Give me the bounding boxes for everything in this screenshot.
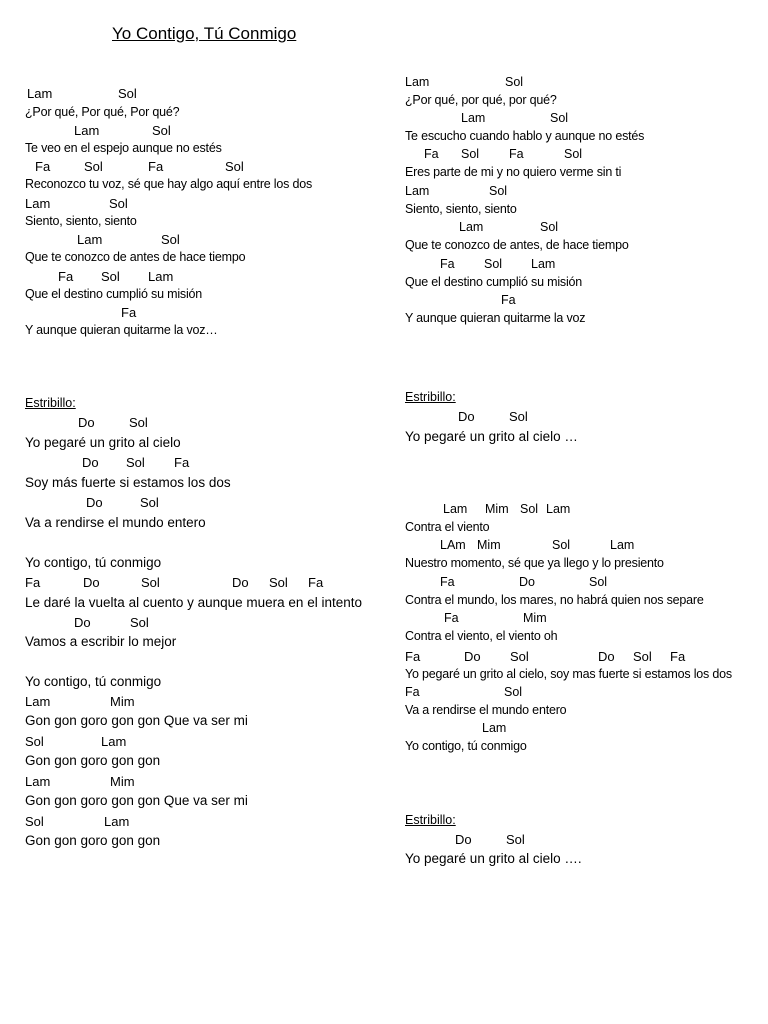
chord: Lam xyxy=(25,694,51,709)
chord: Fa xyxy=(405,685,420,699)
chord: Lam xyxy=(459,220,484,234)
chord: Sol xyxy=(141,575,160,590)
chord: Lam xyxy=(546,502,571,516)
chord: Sol xyxy=(633,649,652,664)
lyric-line: Vamos a escribir lo mejor xyxy=(25,634,177,649)
chord: Do xyxy=(83,575,100,590)
chord: Fa xyxy=(440,575,455,589)
lyric-line: Va a rendirse el mundo entero xyxy=(25,515,206,530)
chord: Fa xyxy=(405,649,421,664)
chord: Lam xyxy=(461,111,486,125)
chord: Sol xyxy=(152,123,171,138)
chorus-heading: Estribillo: xyxy=(405,813,456,827)
chord: Fa xyxy=(148,159,164,174)
chord: Fa xyxy=(35,159,51,174)
chord: Lam xyxy=(482,721,507,735)
chord: Mim xyxy=(477,538,501,552)
chord: Sol xyxy=(25,734,44,749)
chord: Sol xyxy=(510,649,529,664)
chord: Lam xyxy=(610,538,635,552)
lyric-line: Yo contigo, tú conmigo xyxy=(25,555,162,570)
chord: Mim xyxy=(485,502,509,516)
chord: Sol xyxy=(269,575,288,590)
chord: Sol xyxy=(161,232,180,247)
chord: Fa xyxy=(670,649,686,664)
chord: Sol xyxy=(140,495,159,510)
chord: Mim xyxy=(110,774,135,789)
lyric-line: Yo pegaré un grito al cielo xyxy=(25,435,181,450)
lyric-line: Te escucho cuando hablo y aunque no estés xyxy=(405,129,645,143)
chord: Do xyxy=(78,415,95,430)
lyric-line: Yo contigo, tú conmigo xyxy=(25,674,162,689)
chord: Sol xyxy=(109,196,128,211)
chorus-heading: Estribillo: xyxy=(25,396,76,410)
chord: Sol xyxy=(489,184,508,198)
chord: Lam xyxy=(148,269,174,284)
chord: Do xyxy=(82,455,99,470)
lyric-line: Y aunque quieran quitarme la voz… xyxy=(25,323,218,337)
chord: Lam xyxy=(25,196,51,211)
chorus-heading: Estribillo: xyxy=(405,390,456,404)
chord: Sol xyxy=(484,257,503,271)
lyric-line: Que te conozco de antes de hace tiempo xyxy=(25,250,246,264)
chord: Sol xyxy=(126,455,145,470)
lyric-line: Nuestro momento, sé que ya llego y lo presiento xyxy=(405,556,664,570)
chord: Sol xyxy=(130,615,149,630)
chord: Fa xyxy=(58,269,74,284)
chord: Sol xyxy=(461,147,480,161)
chord: Lam xyxy=(104,814,130,829)
lyric-line: Y aunque quieran quitarme la voz xyxy=(405,311,586,325)
lyric-line: Eres parte de mi y no quiero verme sin ti xyxy=(405,165,622,179)
chord: Fa xyxy=(25,575,41,590)
chord: Fa xyxy=(444,611,459,625)
chord: Sol xyxy=(540,220,559,234)
chord: Sol xyxy=(129,415,148,430)
chord: Sol xyxy=(505,75,524,89)
chord: Fa xyxy=(121,305,137,320)
lyric-line: Yo pegaré un grito al cielo …. xyxy=(405,851,582,866)
chord: Sol xyxy=(225,159,244,174)
chord: Do xyxy=(458,409,475,424)
chord: Sol xyxy=(564,147,583,161)
chord: Sol xyxy=(118,86,137,101)
chord: Sol xyxy=(552,538,571,552)
chord: Fa xyxy=(501,293,516,307)
chord: Lam xyxy=(531,257,556,271)
lyric-line: Va a rendirse el mundo entero xyxy=(405,703,567,717)
chord: Mim xyxy=(523,611,547,625)
chord: Sol xyxy=(506,832,525,847)
chord: Do xyxy=(86,495,103,510)
chord: Sol xyxy=(84,159,103,174)
lyric-line: ¿Por qué, por qué, por qué? xyxy=(405,93,557,107)
chord: Lam xyxy=(443,502,468,516)
chord: Lam xyxy=(74,123,100,138)
chord: Fa xyxy=(440,257,455,271)
chord: Lam xyxy=(405,75,430,89)
lyric-line: Te veo en el espejo aunque no estés xyxy=(25,141,222,155)
chord: Fa xyxy=(308,575,324,590)
lyric-line: Gon gon goro gon gon xyxy=(25,833,161,848)
lyric-line: Contra el viento, el viento oh xyxy=(405,629,558,643)
chord: Mim xyxy=(110,694,135,709)
lyric-line: Gon gon goro gon gon Que va ser mi xyxy=(25,793,248,808)
lyric-line: Le daré la vuelta al cuento y aunque muera en el intento xyxy=(25,595,362,610)
lyric-line: Yo pegaré un grito al cielo … xyxy=(405,429,578,444)
lyric-line: Yo pegaré un grito al cielo, soy mas fuerte si estamos los dos xyxy=(405,667,732,681)
chord: Sol xyxy=(589,575,608,589)
chord: Do xyxy=(232,575,249,590)
lyric-line: Gon gon goro gon gon xyxy=(25,753,161,768)
chord: Fa xyxy=(424,147,439,161)
chord: Lam xyxy=(77,232,103,247)
chord: Lam xyxy=(27,86,53,101)
lyric-line: Que te conozco de antes, de hace tiempo xyxy=(405,238,629,252)
lyric-line: Siento, siento, siento xyxy=(25,214,137,228)
lyric-line: ¿Por qué, Por qué, Por qué? xyxy=(25,105,180,119)
chord: Sol xyxy=(509,409,528,424)
chord: Do xyxy=(598,649,615,664)
chord: Sol xyxy=(520,502,539,516)
lyric-line: Contra el viento xyxy=(405,520,490,534)
chord: LAm xyxy=(440,538,466,552)
chord: Sol xyxy=(25,814,44,829)
lyric-line: Que el destino cumplió su misión xyxy=(25,287,203,301)
lyric-line: Yo contigo, tú conmigo xyxy=(405,739,527,753)
chord: Fa xyxy=(509,147,524,161)
chord: Do xyxy=(74,615,91,630)
lyric-line: Soy más fuerte si estamos los dos xyxy=(25,475,231,490)
lyric-line: Gon gon goro gon gon Que va ser mi xyxy=(25,713,248,728)
chord: Do xyxy=(455,832,472,847)
lyric-line: Contra el mundo, los mares, no habrá quien nos separe xyxy=(405,593,704,607)
chord: Do xyxy=(464,649,481,664)
chord: Do xyxy=(519,575,535,589)
chord: Lam xyxy=(25,774,51,789)
chord: Sol xyxy=(550,111,569,125)
chord: Lam xyxy=(405,184,430,198)
page-title: Yo Contigo, Tú Conmigo xyxy=(112,24,297,43)
lyric-line: Que el destino cumplió su misión xyxy=(405,275,583,289)
lyric-line: Siento, siento, siento xyxy=(405,202,517,216)
lyric-line: Reconozco tu voz, sé que hay algo aquí entre los dos xyxy=(25,177,313,191)
chord: Lam xyxy=(101,734,127,749)
chord: Sol xyxy=(101,269,120,284)
chord: Fa xyxy=(174,455,190,470)
chord: Sol xyxy=(504,685,523,699)
